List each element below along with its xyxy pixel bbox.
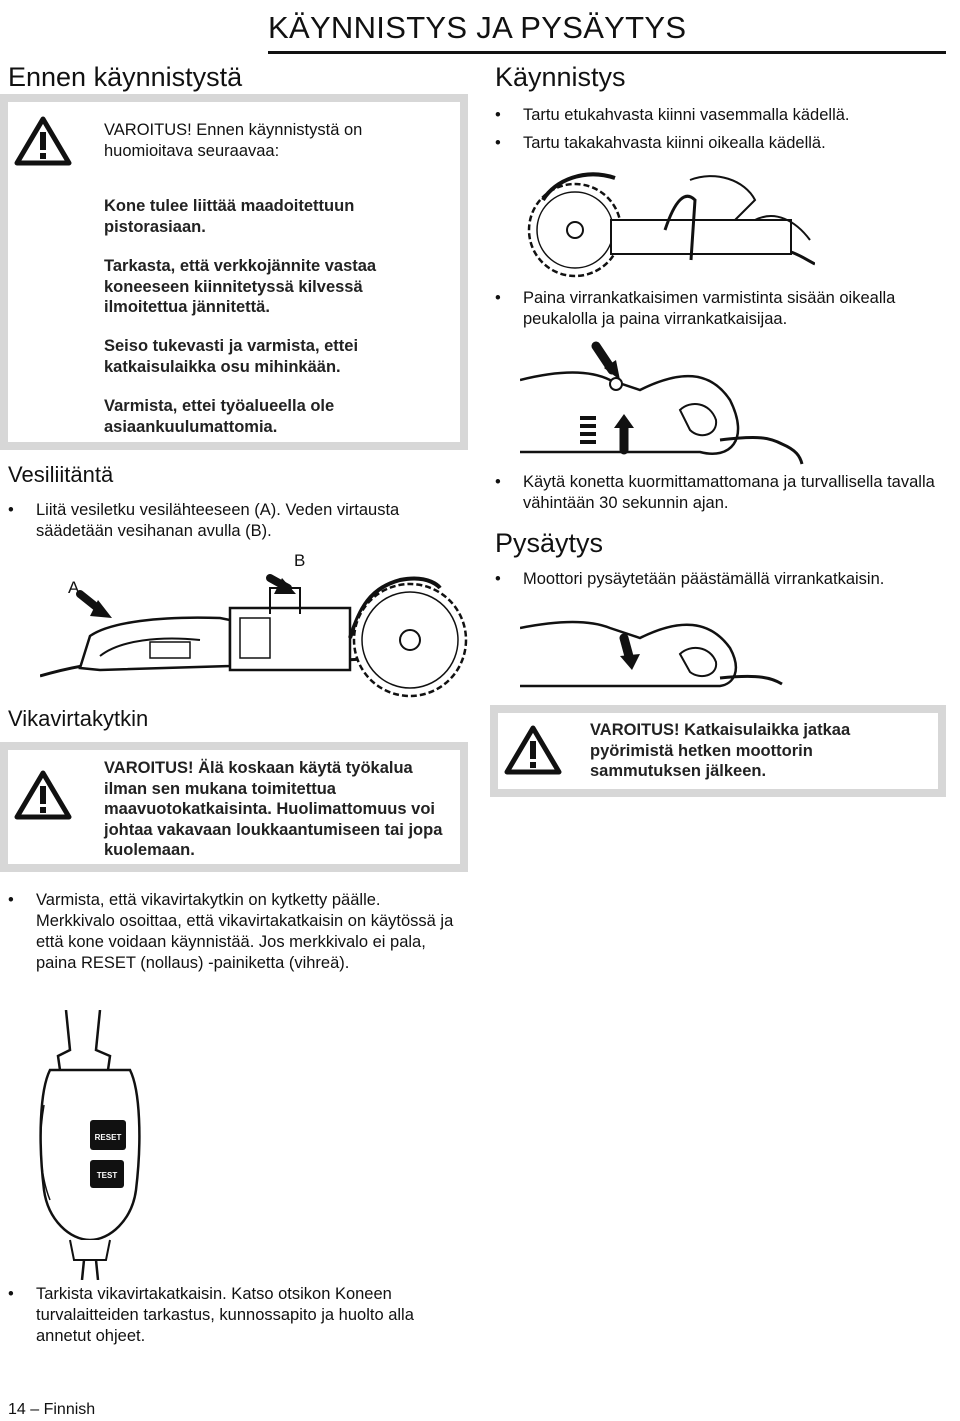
warning-text-stop: VAROITUS! Katkaisulaikka jatkaa pyörimistä hetken moottorin sammutuksen jälkeen. xyxy=(590,721,851,780)
page-footer: 14 – Finnish xyxy=(8,1401,96,1418)
warning-box-before-start xyxy=(0,94,468,450)
list-item: • Tartu takakahvasta kiinni oikealla kädellä. xyxy=(495,133,945,154)
list-item: • Tarkista vikavirtakatkaisin. Katso otsikon Koneen turvalaitteiden tarkastus, kunnossapito ja huolto alla annetut ohjeet. xyxy=(8,1284,458,1347)
heading-stop: Pysäytys xyxy=(495,528,604,558)
heading-start: Käynnistys xyxy=(495,62,626,92)
start-list xyxy=(495,105,945,161)
warning-box-rcd xyxy=(0,742,468,872)
warning-title: VAROITUS! Ennen käynnistystä on huomioitava seuraavaa: xyxy=(104,121,363,160)
check-item: Seiso tukevasti ja varmista, ettei katkaisulaikka osu mihinkään. xyxy=(104,337,359,376)
start-list-3 xyxy=(495,472,945,521)
handle-release-illustration xyxy=(520,598,820,688)
grip-illustration xyxy=(515,160,815,280)
list-item: • Liitä vesiletku vesilähteeseen (A). Veden virtausta säädetään vesihanan avulla (B). xyxy=(8,500,448,542)
rcd-list-2 xyxy=(8,1284,458,1354)
rcd-device-illustration xyxy=(30,1010,150,1280)
heading-water: Vesiliitäntä xyxy=(8,462,114,487)
list-item: • Tartu etukahvasta kiinni vasemmalla kädellä. xyxy=(495,105,945,126)
warning-triangle-icon xyxy=(14,770,72,820)
warning-triangle-icon xyxy=(504,725,562,775)
heading-before-start: Ennen käynnistystä xyxy=(8,62,243,92)
warning-box-stop xyxy=(490,705,946,797)
title-rule xyxy=(268,51,946,54)
power-cutter-illustration xyxy=(40,548,470,698)
stop-list xyxy=(495,569,945,597)
check-item: Tarkasta, että verkkojännite vastaa koneeseen kiinnitetyssä kilvessä ilmoitettua jännitettä. xyxy=(104,257,377,316)
label-a: A xyxy=(68,578,80,597)
page-title: KÄYNNISTYS JA PYSÄYTYS xyxy=(268,10,687,45)
warning-text-rcd: VAROITUS! Älä koskaan käytä työkalua ilman sen mukana toimitettua maavuotokatkaisinta. Huolimattomuus voi johtaa vakavaan loukkaantumiseen tai jopa kuolemaan. xyxy=(104,759,443,859)
start-list-2 xyxy=(495,288,945,337)
label-b: B xyxy=(294,551,306,570)
heading-rcd: Vikavirtakytkin xyxy=(8,706,149,731)
rcd-list xyxy=(8,890,458,981)
check-item: Varmista, ettei työalueella ole asiaankuulumattomia. xyxy=(104,397,335,436)
test-text: TEST xyxy=(96,1171,118,1180)
handle-trigger-illustration xyxy=(520,340,820,470)
reset-text: RESET xyxy=(94,1133,122,1142)
water-list xyxy=(8,500,448,549)
list-item: • Paina virrankatkaisimen varmistinta sisään oikealla peukalolla ja paina virrankatkaisijaa. xyxy=(495,288,945,330)
list-item: • Moottori pysäytetään päästämällä virrankatkaisin. xyxy=(495,569,945,590)
check-item: Kone tulee liittää maadoitettuun pistorasiaan. xyxy=(104,197,355,236)
list-item: • Varmista, että vikavirtakytkin on kytketty päälle. Merkkivalo osoittaa, että vikavirtakatkaisin on käytössä ja että kone voidaan käynnistää. Jos merkkivalo ei pala, paina RESET (nollaus) -painiketta (vihreä). xyxy=(8,890,458,974)
list-item: • Käytä konetta kuormittamattomana ja turvallisella tavalla vähintään 30 sekunnin ajan. xyxy=(495,472,945,514)
warning-triangle-icon xyxy=(14,116,72,166)
